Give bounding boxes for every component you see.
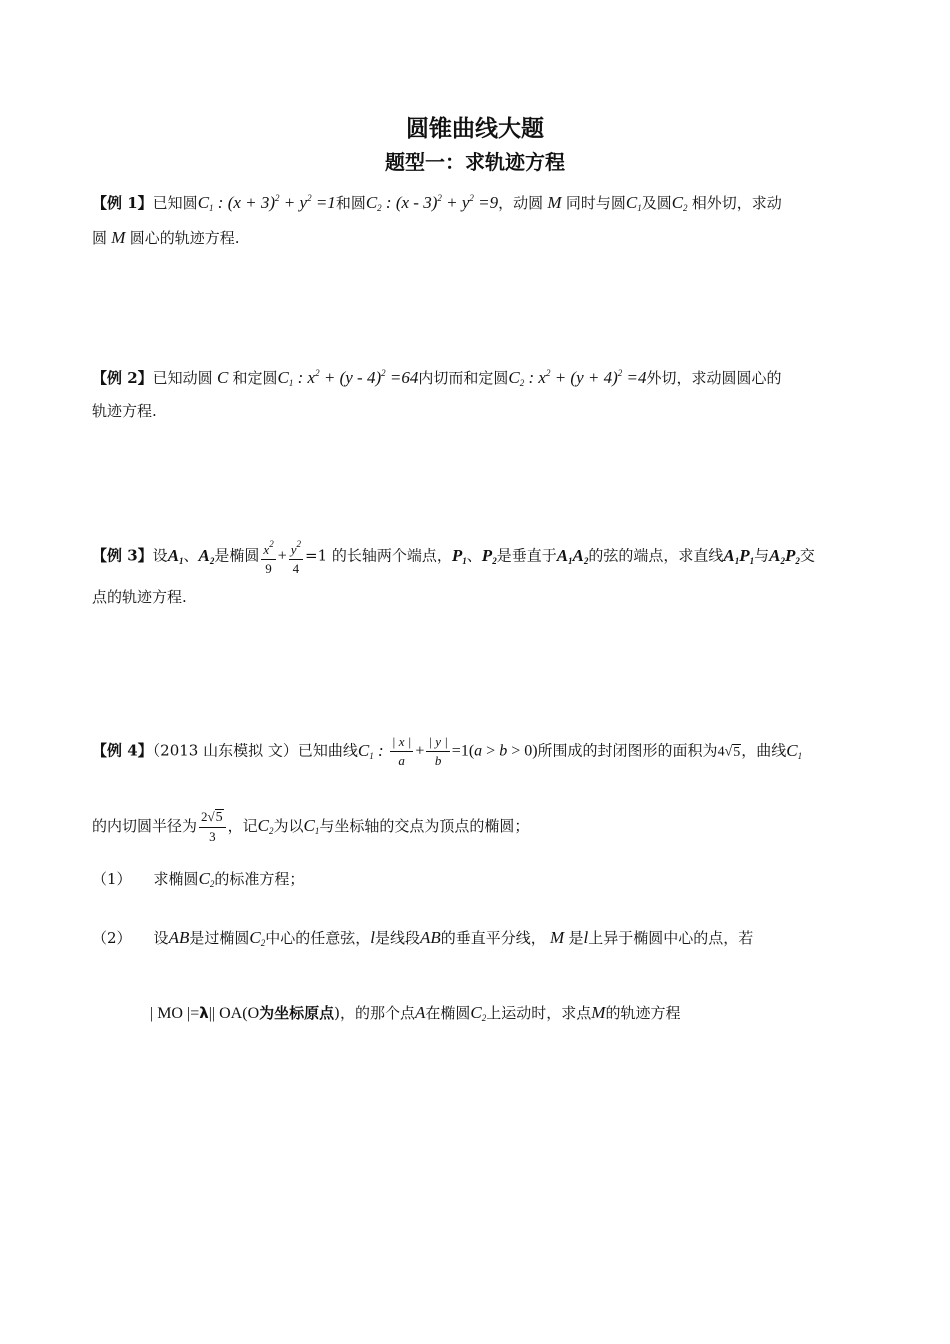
example-2-line-2: 轨迹方程. <box>92 402 157 420</box>
page-title: 圆锥曲线大题 <box>406 116 544 142</box>
circle-c2-formula-2: $C_2$ : $x^2 + (y + 4)^2 =4$ <box>508 368 647 388</box>
example-4-question-2-cont: | MO |=λ|| OA(O为坐标原点)，的那个点A在椭圆$C_2$上运动时，求点M的轨迹方程 <box>150 1003 681 1023</box>
curve-y-term: $\frac{| y |}{b}$ <box>428 734 448 768</box>
circle-c1-formula: $C_1$ : $(x + 3)^2 + y^2 =1$ <box>197 193 336 213</box>
example-2-line-1: 【例 2】已知动圆 C 和定圆$C_1$ : $x^2 + (y - 4)^2 =64$内切而和定圆$C_2$ : $x^2 + (y + 4)^2 =4$外切，求动圆圆心的 <box>92 368 782 388</box>
page-subtitle: 题型一：求轨迹方程 <box>385 150 565 174</box>
example-4-label: 【例 4】 <box>92 741 153 760</box>
example-4-line-2: 的内切圆半径为 $\frac{2√5}{3}$ ，记$C_2$为以$C_1$与坐标轴的交点为顶点的椭圆； <box>92 809 530 844</box>
circle-c1-formula-2: $C_1$ : $x^2 + (y - 4)^2 =64$ <box>277 368 419 388</box>
example-2-label: 【例 2】 <box>92 369 153 387</box>
example-1-label: 【例 1】 <box>92 194 153 212</box>
ellipse-y-term: $\frac{y^2}{4}$ <box>289 535 303 578</box>
ellipse-x-term: $\frac{x^2}{9}$ <box>261 535 275 578</box>
radius-value: $\frac{2√5}{3}$ <box>199 808 226 846</box>
example-3-line-2: 点的轨迹方程. <box>92 588 187 606</box>
example-3-line-1: 【例 3】设$A_1$、$A_2$是椭圆 $\frac{x^2}{9}$ + $\frac{y^2}{4}$ =1 的长轴两个端点，$P_1$、$P_2$是垂直于$A_1A_2$的弦的端点，求直线$A_1P_1$与$A_2P_2$交 <box>92 535 862 578</box>
example-4-line-1: 【例 4】（2013 山东模拟 文）已知曲线$C_1$ : $\frac{| x |}{a}$ + $\frac{| y |}{b}$ =1(a > b > 0)所围成的封闭图形的面积为4√5，曲线$C_1$ <box>92 734 803 768</box>
circle-c2-formula: $C_2$ : $(x - 3)^2 + y^2 =9$ <box>365 193 499 213</box>
example-3-label: 【例 3】 <box>92 546 153 565</box>
example-4-question-1: （1） 求椭圆$C_2$的标准方程； <box>92 869 305 889</box>
area-value: 4√5 <box>717 744 741 760</box>
example-4-question-2: （2） 设AB是过椭圆$C_2$中心的任意弦，l是线段AB的垂直平分线， M 是l上异于椭圆中心的点，若 <box>92 928 754 948</box>
example-1-line-1: 【例 1】已知圆$C_1$ : $(x + 3)^2 + y^2 =1$和圆$C_2$ : $(x - 3)^2 + y^2 =9$，动圆 M 同时与圆$C_1$及圆$C_2$ 相外切，求动 <box>92 193 782 213</box>
curve-x-term: $\frac{| x |}{a}$ <box>391 734 412 768</box>
example-1-line-2: 圆 M 圆心的轨迹方程. <box>92 228 240 247</box>
